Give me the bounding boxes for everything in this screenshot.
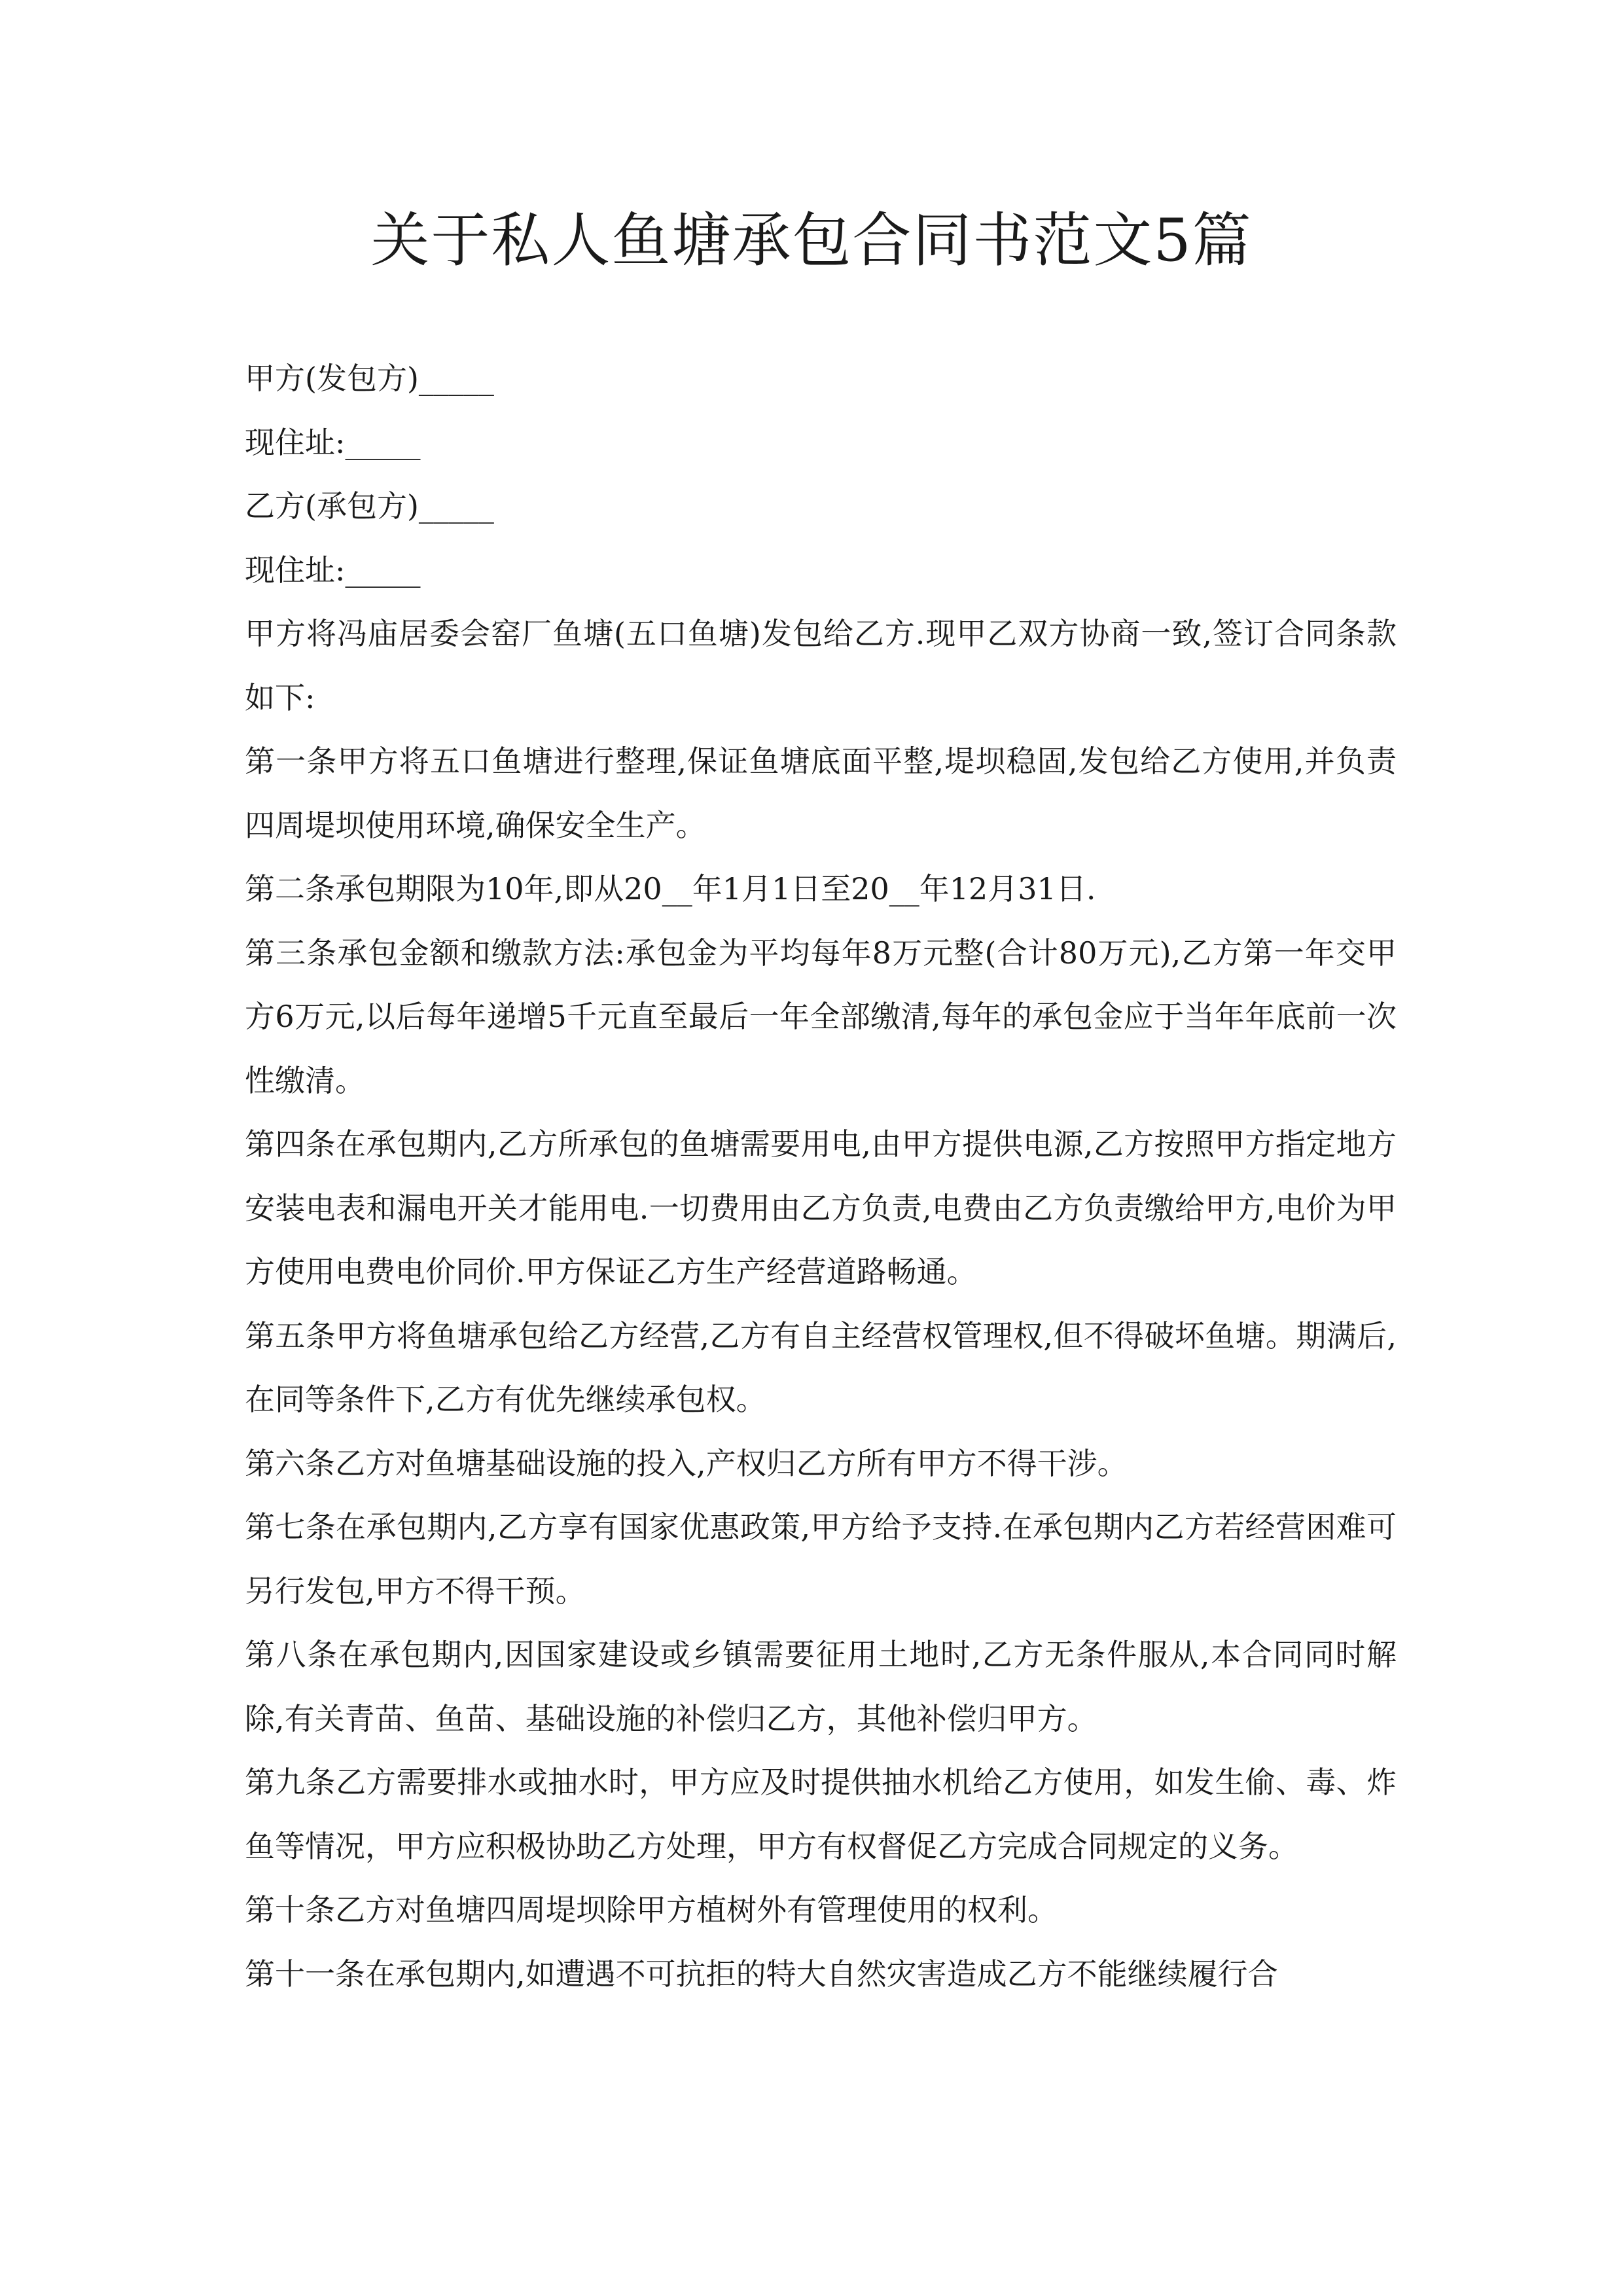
document-title: 关于私人鱼塘承包合同书范文5篇	[370, 206, 1253, 275]
article-1: 第一条甲方将五口鱼塘进行整理,保证鱼塘底面平整,堤坝稳固,发包给乙方使用,并负责四周堤坝使用环境,确保安全生产。	[245, 744, 1397, 843]
party-b-address-line: 现住址:_____	[245, 552, 421, 588]
article-10: 第十条乙方对鱼塘四周堤坝除甲方植树外有管理使用的权利。	[245, 1892, 1058, 1928]
article-9: 第九条乙方需要排水或抽水时，甲方应及时提供抽水机给乙方使用，如发生偷、毒、炸鱼等情况，甲方应积极协助乙方处理，甲方有权督促乙方完成合同规定的义务。	[245, 1765, 1397, 1864]
article-7: 第七条在承包期内,乙方享有国家优惠政策,甲方给予支持.在承包期内乙方若经营困难可另行发包,甲方不得干预。	[245, 1509, 1397, 1609]
party-a-address-line: 现住址:_____	[245, 424, 421, 460]
article-2: 第二条承包期限为10年,即从20__年1月1日至20__年12月31日.	[245, 871, 1096, 906]
article-4: 第四条在承包期内,乙方所承包的鱼塘需要用电,由甲方提供电源,乙方按照甲方指定地方安装电表和漏电开关才能用电.一切费用由乙方负责,电费由乙方负责缴给甲方,电价为甲方使用电费电价同价.甲方保证乙方生产经营道路畅通。	[245, 1126, 1397, 1289]
article-3: 第三条承包金额和缴款方法:承包金为平均每年8万元整(合计80万元),乙方第一年交甲方6万元,以后每年递增5千元直至最后一年全部缴清,每年的承包金应于当年年底前一次性缴清。	[245, 935, 1397, 1098]
article-5: 第五条甲方将鱼塘承包给乙方经营,乙方有自主经营权管理权,但不得破坏鱼塘。期满后,在同等条件下,乙方有优先继续承包权。	[245, 1318, 1397, 1417]
article-6: 第六条乙方对鱼塘基础设施的投入,产权归乙方所有甲方不得干涉。	[245, 1445, 1128, 1481]
party-b-line: 乙方(承包方)_____	[245, 488, 494, 524]
article-8: 第八条在承包期内,因国家建设或乡镇需要征用土地时,乙方无条件服从,本合同同时解除,有关青苗、鱼苗、基础设施的补偿归乙方，其他补偿归甲方。	[245, 1637, 1397, 1736]
party-a-line: 甲方(发包方)_____	[245, 361, 494, 396]
article-11: 第十一条在承包期内,如遭遇不可抗拒的特大自然灾害造成乙方不能继续履行合	[245, 1956, 1278, 1992]
intro-paragraph: 甲方将冯庙居委会窑厂鱼塘(五口鱼塘)发包给乙方.现甲乙双方协商一致,签订合同条款如下:	[245, 616, 1397, 715]
document-body	[245, 347, 1397, 2006]
